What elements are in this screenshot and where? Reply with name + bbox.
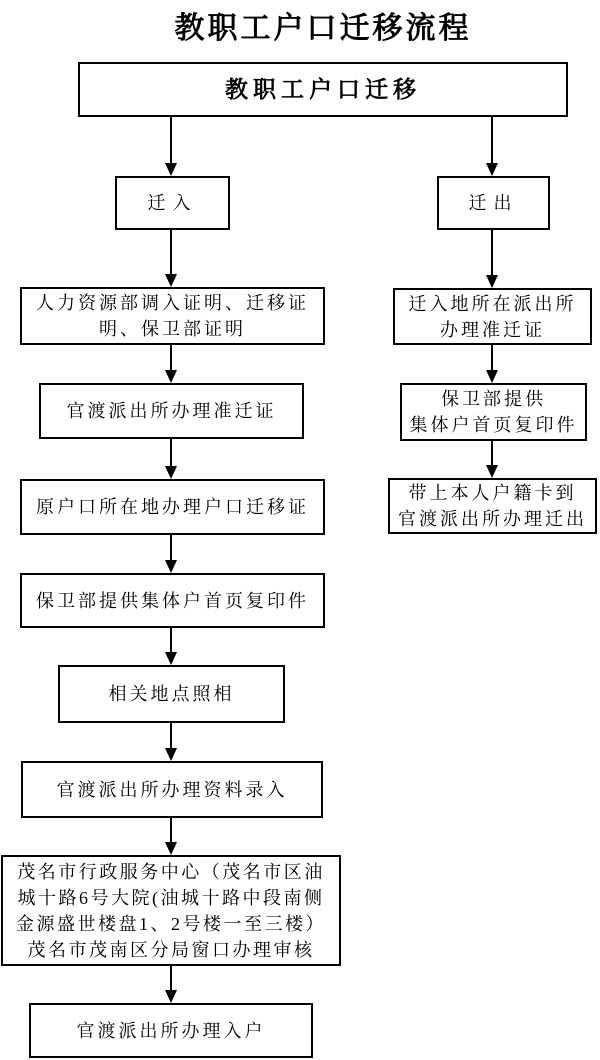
flow-node-move-out: [437, 176, 550, 230]
arrow-down-icon: [165, 723, 177, 761]
flow-node-security-dept-copy: [20, 573, 325, 628]
node-text-line: 明、保卫部证明: [99, 319, 246, 339]
arrow-down-icon: [165, 818, 177, 855]
flow-node-destination-police-permit: [393, 288, 592, 345]
node-text-line: 保卫部提供: [441, 389, 546, 409]
page-title: 教职工户口迁移流程: [174, 12, 472, 45]
flow-node-root: [78, 62, 568, 117]
node-text-line: 官渡派出所办理资料录入: [56, 779, 288, 800]
node-text-line: 带上本人户籍卡到: [408, 483, 577, 503]
arrow-down-icon: [165, 439, 177, 479]
node-text-line: 相关地点照相: [108, 684, 235, 704]
node-text-line: 集体户首页复印件: [409, 415, 578, 435]
flow-node-guandu-household-register: [29, 1003, 313, 1058]
node-text-line: 茂名市行政服务中心（茂名市区油: [17, 861, 325, 882]
node-text-line: 迁出: [468, 193, 519, 213]
arrow-down-icon: [165, 230, 177, 287]
flow-node-origin-transfer-cert: [20, 479, 325, 535]
flow-node-hr-certificates: [20, 287, 325, 345]
arrow-down-icon: [165, 628, 177, 665]
node-text-line: 原户口所在地办理户口迁移证: [36, 497, 309, 517]
arrow-down-icon: [486, 117, 498, 176]
node-text-line: 办理准迁证: [440, 319, 545, 340]
node-text-line: 教职工户口迁移: [225, 76, 421, 102]
arrow-down-icon: [165, 345, 177, 383]
flow-node-maoming-service-center: [1, 855, 341, 966]
node-text-line: 茂名市茂南区分局窗口办理审核: [27, 939, 315, 960]
node-text-line: 官渡派出所办理迁出: [398, 509, 587, 529]
node-text-line: 保卫部提供集体户首页复印件: [36, 590, 309, 611]
node-text-line: 官渡派出所办理入户: [76, 1020, 266, 1041]
node-text-line: 官渡派出所办理准迁证: [66, 401, 277, 421]
flow-node-photo-location: [58, 665, 285, 723]
arrow-down-icon: [486, 441, 498, 478]
node-text-line: 金源盛世楼盘1、2号楼一至三楼）: [16, 913, 326, 934]
arrow-down-icon: [165, 117, 177, 176]
arrow-down-icon: [165, 535, 177, 573]
flow-node-guandu-migration-permit: [39, 383, 304, 439]
flow-node-guandu-move-out: [388, 478, 597, 534]
node-text-line: 迁入: [147, 193, 198, 213]
flow-node-move-in: [115, 176, 230, 230]
arrow-down-icon: [165, 966, 177, 1003]
node-text-line: 城十路6号大院(油城十路中段南侧: [17, 887, 325, 908]
flow-node-security-dept-copy-out: [400, 383, 587, 441]
arrow-down-icon: [486, 345, 498, 383]
node-text-line: 人力资源部调入证明、迁移证: [36, 293, 309, 313]
arrow-down-icon: [486, 230, 498, 288]
node-text-line: 迁入地所在派出所: [408, 293, 577, 314]
flow-node-guandu-data-entry: [21, 761, 323, 818]
